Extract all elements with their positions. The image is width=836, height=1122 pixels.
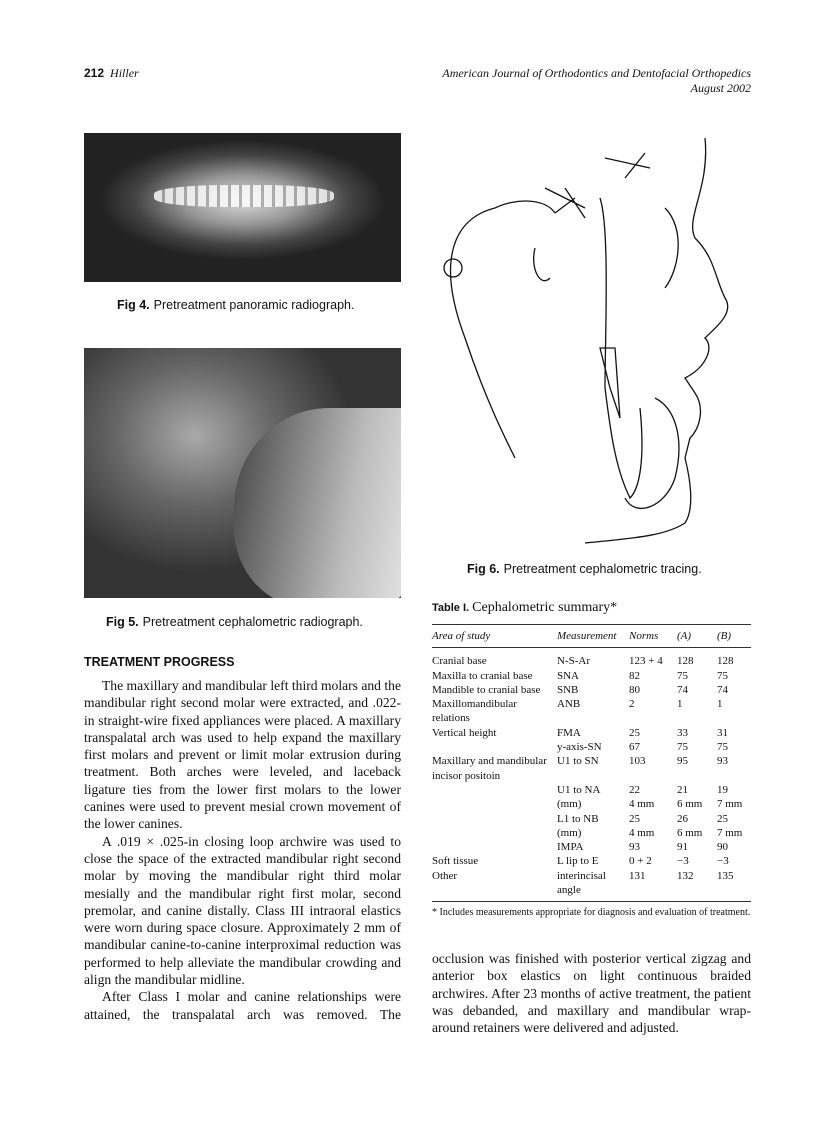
table-cell: 7 mm <box>717 826 743 839</box>
table-row <box>432 669 751 683</box>
table-cell: 103 <box>629 755 646 768</box>
table-cell: y-axis-SN <box>557 741 602 754</box>
table-cell: Cranial base <box>432 655 487 668</box>
table-cell: interincisal angle <box>557 869 606 897</box>
fig4-caption: Fig 4. Pretreatment panoramic radiograph. <box>117 298 355 312</box>
table-cell: 75 <box>717 669 728 682</box>
table-cell <box>432 740 557 754</box>
table-cell: 91 <box>677 841 688 854</box>
table-cell: SNA <box>557 669 580 682</box>
table-cell: 25 <box>629 726 640 739</box>
table-cell: Other <box>432 869 458 882</box>
column-header: (A) <box>677 625 717 648</box>
table-cell: 25 <box>629 812 640 825</box>
table-cell: 74 <box>717 683 728 696</box>
table-cell: 90 <box>717 841 728 854</box>
table-cell: 4 mm <box>629 826 655 839</box>
paragraph: A .019 × .025-in closing loop archwire was used to close the space of the extracted mandibular right second molar by moving the mandibular right third molar mesially and the mandibular right first molar, second premolar, and canine distally. Class III intraoral elastics were worn during space closure. Approximately 2 mm of mandibular canine-to-canine interproximal reduction was performed to help alleviate the mandibular crowding and align the mandibular midline. <box>84 833 401 988</box>
column-header: (B) <box>717 625 751 648</box>
table-cell: 0 + 2 <box>629 855 652 868</box>
table-cell: Soft tissue <box>432 855 479 868</box>
table-cell: Mandible to cranial base <box>432 683 541 696</box>
table-cell: 128 <box>717 655 734 668</box>
paragraph: After Class I molar and canine relationships were attained, the transpalatal arch was removed. The <box>84 989 401 1022</box>
table-cell: 6 mm <box>677 798 703 811</box>
table-cell: 75 <box>677 741 688 754</box>
table-cell: 75 <box>677 669 688 682</box>
table-cell: FMA <box>557 726 581 739</box>
table-cell: 1 <box>677 698 683 711</box>
table-cell: 31 <box>717 726 728 739</box>
table-cell: 6 mm <box>677 826 703 839</box>
table-title: Table I. Cephalometric summary* <box>432 600 618 615</box>
table-cell <box>432 812 557 826</box>
table-row <box>432 697 751 726</box>
running-header-right <box>442 66 751 96</box>
table-row <box>432 840 751 854</box>
running-header-left <box>84 66 139 81</box>
column-header: Area of study <box>432 625 557 648</box>
table-cell: 93 <box>629 841 640 854</box>
table-row <box>432 683 751 697</box>
table-cell: 22 <box>629 783 640 796</box>
table-footnote: * Includes measurements appropriate for diagnosis and evaluation of treatment. <box>432 907 751 919</box>
table-cell: −3 <box>717 855 729 868</box>
paragraph: occlusion was finished with posterior vertical zigzag and anterior box elastics on light continuous braided archwires. After 23 months of active treatment, the patient was debanded, and maxillary and mandibular wrap-around retainers were delivered and adjusted. <box>432 951 751 1036</box>
table-row <box>432 812 751 826</box>
cephalometric-table <box>432 625 751 897</box>
table-cell: L lip to E <box>557 855 599 868</box>
table-row <box>432 826 751 840</box>
table-cell: 75 <box>717 741 728 754</box>
table-cell <box>432 840 557 854</box>
table-cell: 131 <box>629 869 646 882</box>
table-cell: 132 <box>677 869 694 882</box>
page-number: 212 <box>84 66 105 80</box>
author: Hiller <box>110 66 139 80</box>
table-cell: SNB <box>557 683 579 696</box>
table-row <box>432 797 751 811</box>
issue-date: August 2002 <box>690 81 751 95</box>
column-header: Norms <box>629 625 677 648</box>
table-row <box>432 783 751 797</box>
section-heading: TREATMENT PROGRESS <box>84 655 235 669</box>
table-row <box>432 869 751 898</box>
table-cell: 25 <box>717 812 728 825</box>
table-cell: 95 <box>677 755 688 768</box>
table-cell: 74 <box>677 683 688 696</box>
journal-name: American Journal of Orthodontics and Dentofacial Orthopedics <box>442 66 751 80</box>
right-column-text <box>432 950 751 1036</box>
table-cell: 123 + 4 <box>629 655 663 668</box>
table-row <box>432 854 751 868</box>
table-cell: 19 <box>717 783 728 796</box>
table-cell: Maxillomandibular relations <box>432 698 517 725</box>
table-row <box>432 740 751 754</box>
fig5-caption: Fig 5. Pretreatment cephalometric radiograph. <box>106 615 363 629</box>
table-cell: 93 <box>717 755 728 768</box>
table-cell: IMPA <box>557 841 584 854</box>
panoramic-radiograph <box>84 133 401 282</box>
table-cell: 82 <box>629 669 640 682</box>
left-column-text <box>84 677 401 1023</box>
table-1 <box>432 600 751 919</box>
table-cell: 2 <box>629 698 635 711</box>
table-cell: U1 to SN <box>557 755 599 768</box>
table-cell: N-S-Ar <box>557 655 590 668</box>
table-cell: ANB <box>557 698 581 711</box>
table-cell: 33 <box>677 726 688 739</box>
table-cell: −3 <box>677 855 689 868</box>
table-cell: 1 <box>717 698 723 711</box>
table-cell: (mm) <box>557 826 582 839</box>
table-row <box>432 648 751 669</box>
table-cell: 135 <box>717 869 734 882</box>
table-cell: U1 to NA <box>557 783 601 796</box>
table-cell <box>432 826 557 840</box>
table-cell: 26 <box>677 812 688 825</box>
table-cell: 21 <box>677 783 688 796</box>
table-row <box>432 726 751 740</box>
table-cell: Maxillary and mandibular incisor positoin <box>432 755 547 782</box>
table-cell: Maxilla to cranial base <box>432 669 533 682</box>
column-header: Measurement <box>557 625 629 648</box>
table-cell <box>432 797 557 811</box>
fig6-caption: Fig 6. Pretreatment cephalometric tracing. <box>467 562 702 576</box>
table-row <box>432 754 751 783</box>
table-cell: 128 <box>677 655 694 668</box>
paragraph: The maxillary and mandibular left third molars and the mandibular right second molar were extracted, and .022-in straight-wire fixed appliances were placed. A maxillary transpalatal arch was used to help expand the maxillary first molars and prevent or limit molar extrusion during treatment. Both arches were leveled, and laceback ligature ties from the lower first molars to the lower canines were used to prevent mesial crown movement of the lower canines. <box>84 678 401 832</box>
cephalometric-radiograph <box>84 348 401 598</box>
table-cell: L1 to NB <box>557 812 599 825</box>
cephalometric-tracing <box>435 138 755 548</box>
table-cell: 67 <box>629 741 640 754</box>
table-cell: (mm) <box>557 798 582 811</box>
table-cell: Vertical height <box>432 726 497 739</box>
table-cell: 4 mm <box>629 798 655 811</box>
table-cell <box>432 783 557 797</box>
table-cell: 7 mm <box>717 798 743 811</box>
table-cell: 80 <box>629 683 640 696</box>
